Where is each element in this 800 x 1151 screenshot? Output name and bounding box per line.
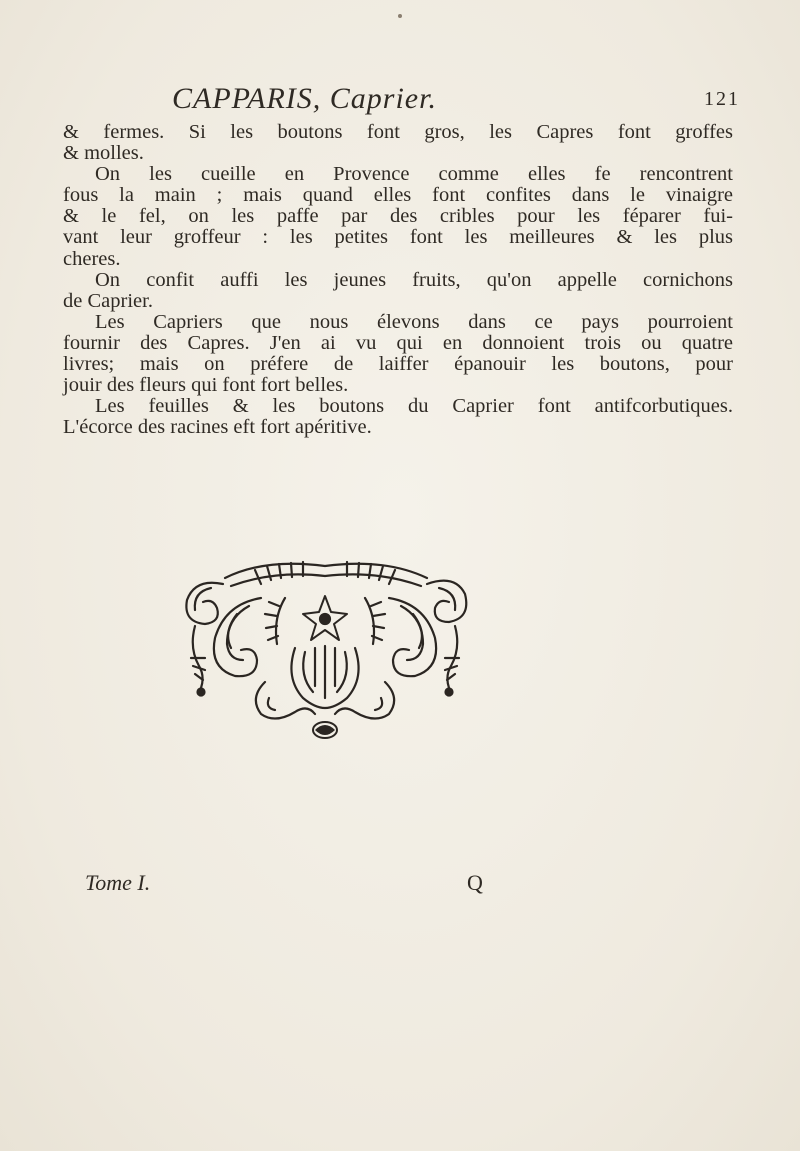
running-title: CAPPARIS, Caprier. [172, 82, 437, 115]
text-line: fournir des Capres. J'en ai vu qui en donnoient trois ou quatre [63, 331, 733, 354]
signature-mark: Q [467, 870, 483, 895]
volume-label: Tome I. [85, 870, 151, 895]
text-line: fous la main ; mais quand elles font confites dans le vinaigre [63, 184, 733, 207]
text-line: & le fel, on les paffe par des cribles pour les féparer fui- [63, 205, 733, 228]
body-text [63, 122, 733, 438]
text-line: & molles. [63, 142, 144, 165]
text-line: livres; mais on préfere de laiffer épanouir les boutons, pour [63, 353, 733, 376]
text-line: & fermes. Si les boutons font gros, les Capres font groffes [63, 121, 733, 143]
text-line: Les feuilles & les boutons du Caprier font antifcorbutiques. [95, 395, 733, 418]
text-line: jouir des fleurs qui font fort belles. [63, 374, 349, 397]
text-line: L'écorce des racines eft fort apéritive. [63, 416, 372, 439]
ink-speck [398, 14, 402, 18]
text-line: vant leur groffeur : les petites font les meilleures & les plus [63, 226, 733, 249]
text-line: On les cueille en Provence comme elles fe rencontrent [95, 163, 733, 186]
text-line: cheres. [63, 247, 121, 270]
page-header [60, 82, 740, 122]
text-line: Les Capriers que nous élevons dans ce pays pourroient [95, 310, 733, 333]
page-number: 121 [704, 88, 740, 110]
text-line: On confit auffi les jeunes fruits, qu'on appelle cornichons [95, 268, 733, 291]
tailpiece-ornament-icon [165, 548, 485, 748]
text-line: de Caprier. [63, 289, 153, 312]
